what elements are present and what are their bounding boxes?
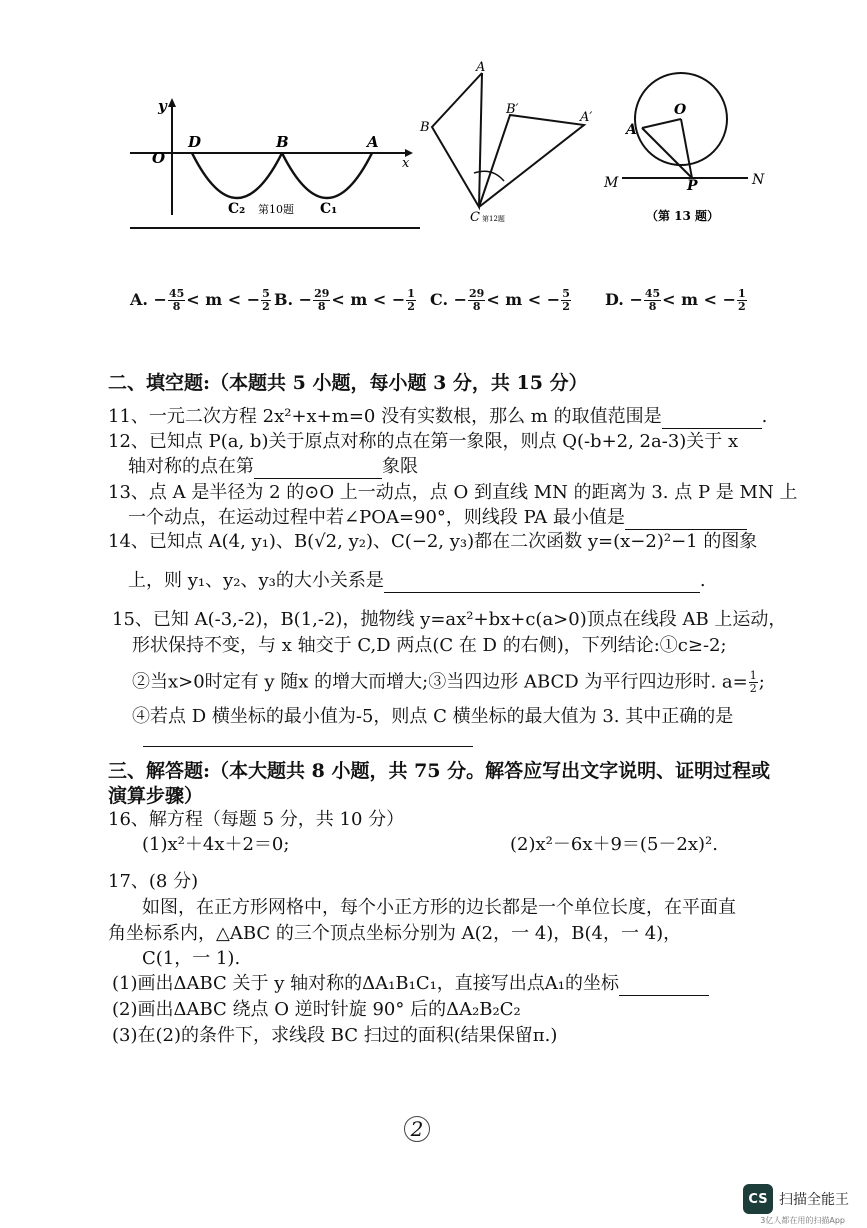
figure-12-rotation — [412, 55, 602, 230]
scanner-watermark — [743, 1184, 849, 1214]
point-p-label: P — [687, 178, 698, 194]
question-17-title: 17、(8 分) — [108, 871, 199, 892]
question-13-line-2: 一个动点，在运动过程中若∠POA=90°，则线段 PA 最小值是 — [128, 506, 747, 530]
question-11: 11、一元二次方程 2x²+x+m=0 没有实数根，那么 m 的取值范围是 . — [108, 406, 768, 427]
answer-blank[interactable] — [625, 511, 747, 530]
question-17-line-3: C(1，一 1). — [142, 948, 241, 969]
point-a-label: A — [626, 122, 637, 138]
answer-blank[interactable] — [254, 460, 382, 479]
c2-label: C₂ — [228, 201, 246, 217]
answer-blank[interactable] — [662, 410, 762, 429]
option-c: C. − $\frac{29}{8}$ < m < − $\frac{5}{2}$ — [430, 287, 570, 313]
question-15-line-1: 15、已知 A(-3,-2)，B(1,-2)，抛物线 y=ax²+bx+c(a>0)顶点在线段 AB 上运动， — [112, 609, 787, 630]
figure-10-parabolas — [130, 95, 420, 230]
question-17-step-1: (1)画出ΔABC 关于 y 轴对称的ΔA₁B₁C₁，直接写出点A₁的坐标 — [112, 972, 709, 996]
question-16-part-1: (1)x²＋4x＋2＝0; — [142, 834, 290, 855]
cs-logo-icon: CS — [743, 1184, 773, 1214]
page-number: 2 — [404, 1116, 430, 1142]
figure-13-caption: （第 13 题） — [646, 209, 720, 223]
option-b: B. − $\frac{29}{8}$ < m < − $\frac{1}{2}$ — [274, 287, 415, 313]
question-13-line-1: 13、点 A 是半径为 2 的⊙O 上一动点，点 O 到直线 MN 的距离为 3. 点 P 是 MN 上 — [108, 482, 798, 503]
point-n-label: N — [752, 172, 765, 188]
question-15-line-3: ②当x>0时定有 y 随x 的增大而增大;③当四边形 ABCD 为平行四边形时. a= $\frac{1}{2}$ ; — [132, 669, 765, 695]
point-b-prime-label: B′ — [506, 102, 519, 117]
question-15-line-4: ④若点 D 横坐标的最小值为-5，则点 C 横坐标的最大值为 3. 其中正确的是 — [132, 706, 734, 727]
parabola-c2 — [192, 153, 282, 198]
x-label: x — [402, 156, 410, 171]
point-d-label: D — [188, 133, 202, 151]
point-b-label: B — [420, 120, 430, 135]
point-o-label: O — [674, 102, 687, 118]
question-14-line-1: 14、已知点 A(4, y₁)、B(√2, y₂)、C(−2, y₃)都在二次函数 y=(x−2)²−1 的图象 — [108, 531, 758, 552]
question-17-line-1: 如图，在正方形网格中，每个小正方形的边长都是一个单位长度，在平面直 — [142, 897, 736, 918]
question-15-line-2: 形状保持不变，与 x 轴交于 C,D 两点(C 在 D 的右侧)，下列结论:①c≥-2; — [132, 635, 727, 656]
scanner-app-name: 扫描全能王 — [779, 1192, 849, 1208]
question-17-step-2: (2)画出ΔABC 绕点 O 逆时针旋 90° 后的ΔA₂B₂C₂ — [112, 999, 521, 1020]
question-16-part-2: (2)x²－6x＋9＝(5－2x)². — [510, 834, 718, 855]
question-14-line-2: 上，则 y₁、y₂、y₃的大小关系是 . — [128, 570, 706, 591]
answer-blank[interactable] — [619, 977, 709, 996]
section-2-title: 二、填空题:（本题共 5 小题，每小题 3 分，共 15 分） — [108, 372, 588, 394]
figure-13-circle — [598, 62, 778, 237]
point-a-prime-label: A′ — [580, 110, 593, 125]
question-12-line-1: 12、已知点 P(a, b)关于原点对称的点在第一象限，则点 Q(-b+2, 2a-3)关于 x — [108, 431, 739, 452]
question-12-line-2: 轴对称的点在第 象限 — [128, 456, 418, 477]
option-d: D. − $\frac{45}{8}$ < m < − $\frac{1}{2}$ — [605, 287, 746, 313]
option-a: A. − $\frac{45}{8}$ < m < − $\frac{5}{2}$ — [130, 287, 270, 313]
question-17-step-3: (3)在(2)的条件下，求线段 BC 扫过的面积(结果保留π.) — [112, 1025, 558, 1046]
section-3-title-line-1: 三、解答题:（本大题共 8 小题，共 75 分。解答应写出文字说明、证明过程或 — [108, 760, 771, 782]
question-17-line-2: 角坐标系内，△ABC 的三个顶点坐标分别为 A(2，一 4)，B(4，一 4)， — [108, 923, 682, 944]
scanner-app-tagline: 3亿人都在用的扫描App — [760, 1216, 845, 1225]
figure-12-caption: 第12题 — [482, 215, 505, 223]
answer-blank[interactable] — [384, 574, 700, 593]
point-m-label: M — [604, 175, 619, 191]
fraction-half: $\frac{1}{2}$ — [749, 669, 757, 695]
answer-blank-15[interactable] — [143, 728, 473, 747]
c1-label: C₁ — [320, 201, 338, 217]
origin-label: O — [152, 149, 166, 167]
figure-10-caption: 第10题 — [258, 203, 294, 216]
parabola-c1 — [282, 153, 372, 198]
section-3-title-line-2: 演算步骤） — [108, 785, 204, 807]
question-16-title: 16、解方程（每题 5 分，共 10 分） — [108, 809, 405, 830]
point-b-label: B — [276, 133, 289, 151]
point-a-label: A — [476, 60, 486, 75]
point-c-label: C — [470, 210, 480, 225]
point-a-label: A — [367, 133, 379, 151]
y-label: y — [158, 97, 167, 115]
